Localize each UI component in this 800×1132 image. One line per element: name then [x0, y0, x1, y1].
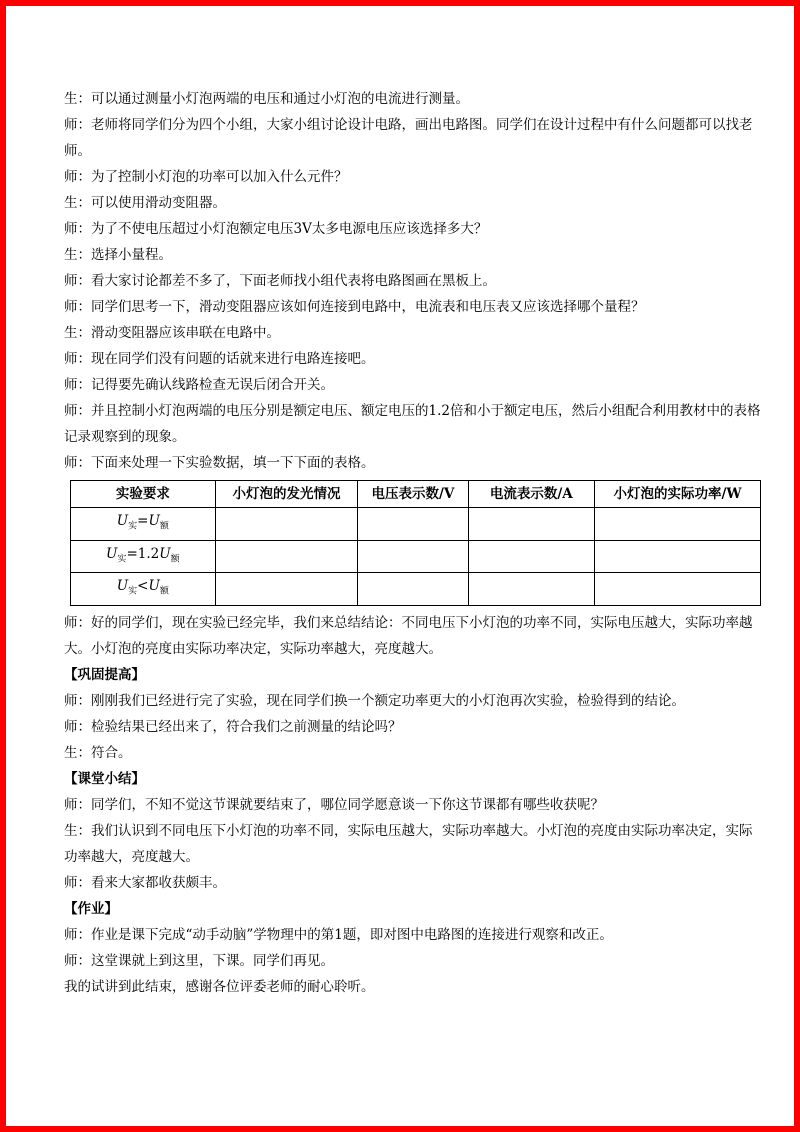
paragraph: 生：符合。 [64, 745, 132, 762]
paragraph: 师：并且控制小灯泡两端的电压分别是额定电压、额定电压的1.2倍和小于额定电压，然后小组配合利用教材中的表格记录观察到的现象。 [64, 403, 761, 445]
table-cell [468, 540, 594, 573]
paragraph: 师：现在同学们没有问题的话就来进行电路连接吧。 [64, 351, 375, 367]
table-cell [358, 573, 468, 606]
table-header-row [71, 481, 761, 508]
paragraph: 生：选择小量程。 [64, 247, 172, 263]
table-header-cell: 电流表示数/A [468, 481, 594, 508]
table-cell [358, 540, 468, 573]
table-row [71, 540, 761, 573]
paragraph: 师：同学们思考一下，滑动变阻器应该如何连接到电路中，电流表和电压表又应该选择哪个量程？ [64, 299, 645, 315]
paragraph: 师：下面来处理一下实验数据，填一下下面的表格。 [64, 455, 375, 471]
paragraph: 师：同学们，不知不觉这节课就要结束了，哪位同学愿意谈一下你这节课都有哪些收获呢？ [64, 797, 604, 814]
condition-label: $U_实<U_额$ [71, 573, 216, 606]
table-cell [595, 508, 761, 541]
paragraph: 生：滑动变阻器应该串联在电路中。 [64, 325, 280, 341]
paragraph: 生：我们认识到不同电压下小灯泡的功率不同，实际电压越大，实际功率越大。小灯泡的亮度由实际功率决定，实际功率越大，亮度越大。 [64, 823, 753, 866]
paragraph: 我的试讲到此结束，感谢各位评委老师的耐心聆听。 [64, 979, 375, 996]
section-heading: 【巩固提高】 [64, 667, 145, 684]
table-header-cell: 电压表示数/V [358, 481, 468, 508]
paragraph: 师：为了不使电压超过小灯泡额定电压3V太多电源电压应该选择多大？ [64, 221, 488, 237]
experiment-data-table [70, 480, 761, 606]
document-body [64, 86, 764, 1000]
condition-label: $U_实=U_额$ [71, 508, 216, 541]
section-heading: 【作业】 [64, 901, 118, 918]
table-cell [215, 508, 358, 541]
table-cell [358, 508, 468, 541]
paragraph: 师：刚刚我们已经进行完了实验，现在同学们换一个额定功率更大的小灯泡再次实验，检验得到的结论。 [64, 693, 685, 710]
section-heading: 【课堂小结】 [64, 771, 145, 788]
paragraph: 师：好的同学们，现在实验已经完毕，我们来总结结论：不同电压下小灯泡的功率不同，实际电压越大，实际功率越大。小灯泡的亮度由实际功率决定，实际功率越大，亮度越大。 [64, 615, 753, 658]
paragraph: 师：这堂课就上到这里，下课。同学们再见。 [64, 953, 334, 970]
paragraph: 师：看大家讨论都差不多了，下面老师找小组代表将电路图画在黑板上。 [64, 273, 496, 289]
table-cell [468, 573, 594, 606]
paragraph: 师：为了控制小灯泡的功率可以加入什么元件？ [64, 169, 348, 185]
paragraph: 师：记得要先确认线路检查无误后闭合开关。 [64, 377, 334, 393]
table-cell [215, 540, 358, 573]
table-row [71, 573, 761, 606]
table-header-cell: 小灯泡的发光情况 [215, 481, 358, 508]
table-cell [468, 508, 594, 541]
table-cell [595, 573, 761, 606]
table-header-cell: 小灯泡的实际功率/W [595, 481, 761, 508]
table-cell [215, 573, 358, 606]
table-cell [595, 540, 761, 573]
paragraph: 师：检验结果已经出来了，符合我们之前测量的结论吗？ [64, 719, 402, 736]
condition-label: $U_实=1.2U_额$ [71, 540, 216, 573]
paragraph: 生：可以使用滑动变阻器。 [64, 195, 226, 211]
table-header-cell: 实验要求 [71, 481, 216, 508]
paragraph: 师：看来大家都收获颇丰。 [64, 875, 226, 892]
paragraph: 师：作业是课下完成“动手动脑”学物理中的第1题，即对图中电路图的连接进行观察和改正。 [64, 927, 613, 944]
paragraph: 生：可以通过测量小灯泡两端的电压和通过小灯泡的电流进行测量。 [64, 91, 469, 107]
table-row [71, 508, 761, 541]
paragraph: 师：老师将同学们分为四个小组，大家小组讨论设计电路，画出电路图。同学们在设计过程中有什么问题都可以找老师。 [64, 117, 753, 159]
